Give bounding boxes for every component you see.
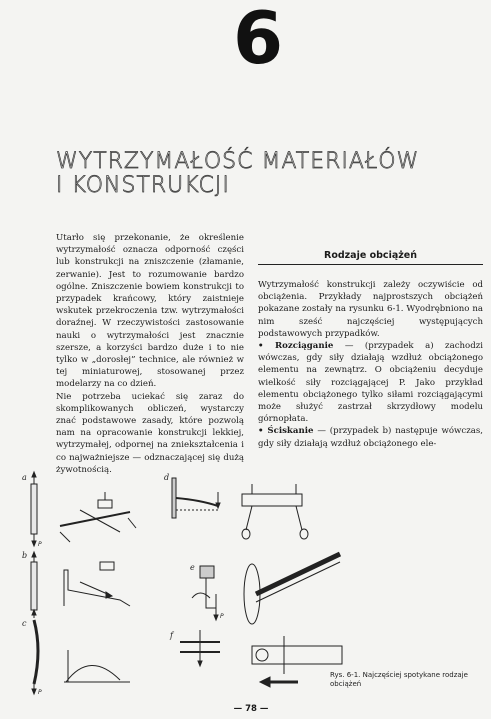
list-text: — (przypadek b) następuje wówczas, gdy siły działają wzdłuż obciążonego ele- [258, 426, 483, 449]
figure-letter-b: b [22, 551, 28, 560]
page-number: — 78 — [233, 704, 269, 714]
figure-case-e [192, 554, 340, 624]
figure-caption: Rys. 6-1. Najczęściej spotykane rodzaje obciążeń [330, 671, 468, 688]
figure-letter-e: e [190, 563, 195, 572]
list-text: — (przypadek a) zachodzi wówczas, gdy siły działają wzdłuż obciążonego elementu na zewnątrz. O obciążeniu decyduje wielkość siły rozciągającej P. Jako przykład elementu obciążonego tylko siłami rozciągającymi może służyć zastrzał skrzydłowy modelu górnopłata. [258, 341, 483, 425]
bullet: • [258, 341, 264, 352]
figure-case-d [172, 478, 308, 539]
list-term: Rozciąganie [274, 341, 334, 352]
figure-letter-f: f [170, 631, 173, 640]
figure-case-a [31, 472, 136, 546]
figure-letter-a: a [22, 473, 27, 482]
figure-letter-d: d [164, 473, 170, 482]
list-term: Ściskanie [267, 426, 314, 437]
force-label: P [38, 541, 42, 548]
figure-case-c [32, 620, 130, 694]
section-heading: Rodzaje obciążeń [258, 250, 483, 265]
chapter-title [56, 149, 420, 198]
intro-paragraph: Wytrzymałość konstrukcji zależy oczywiście od obciążenia. Przykłady najprostszych obciążeń pokazane zostały na rysunku 6-1. Wyodrębniono na nim sześć najczęściej występujących podstawowych przypadków. [258, 280, 483, 339]
list-item [258, 340, 483, 425]
figure-case-b [31, 552, 130, 618]
loading-types-figure [20, 470, 470, 698]
bullet: • [258, 426, 264, 437]
chapter-title-line-1: WYTRZYMAŁOŚĆ MATERIAŁÓW [56, 149, 420, 174]
figure-case-f [180, 630, 342, 687]
force-label: P [220, 613, 224, 620]
left-column [56, 232, 244, 476]
right-column [258, 279, 483, 450]
list-item [258, 425, 483, 449]
chapter-title-line-2: I KONSTRUKCJI [56, 173, 230, 198]
figure-letter-c: c [22, 619, 27, 628]
paragraph: Utarło się przekonanie, że określenie wytrzymałość oznacza odporność części lub konstrukcji na zniszczenie (złamanie, zerwanie). Jest to rozumowanie bardzo ogólne. Zniszczenie bowiem konstrukcji to przypadek krańcowy, który zaistnieje wskutek przekroczenia tzw. wytrzymałości doraźnej. W rzeczywistości zastosowanie nauki o wytrzymałości jest znacznie szersze, a korzyści bardzo duże i to nie tylko w „dorosłej” technice, ale również w tej miniaturowej, stosowanej przez modelarzy na co dzień. [56, 233, 244, 390]
paragraph: Nie potrzeba uciekać się zaraz do skomplikowanych obliczeń, wystarczy znać podstawowe zasady, które pozwolą nam na opracowanie konstrukcji lekkiej, wytrzymałej, odpornej na zniekształcenia i co najważniejsze — odznaczającej się dużą żywotnością. [56, 391, 244, 475]
chapter-number: 6 [232, 0, 284, 80]
force-label: P [38, 689, 42, 696]
